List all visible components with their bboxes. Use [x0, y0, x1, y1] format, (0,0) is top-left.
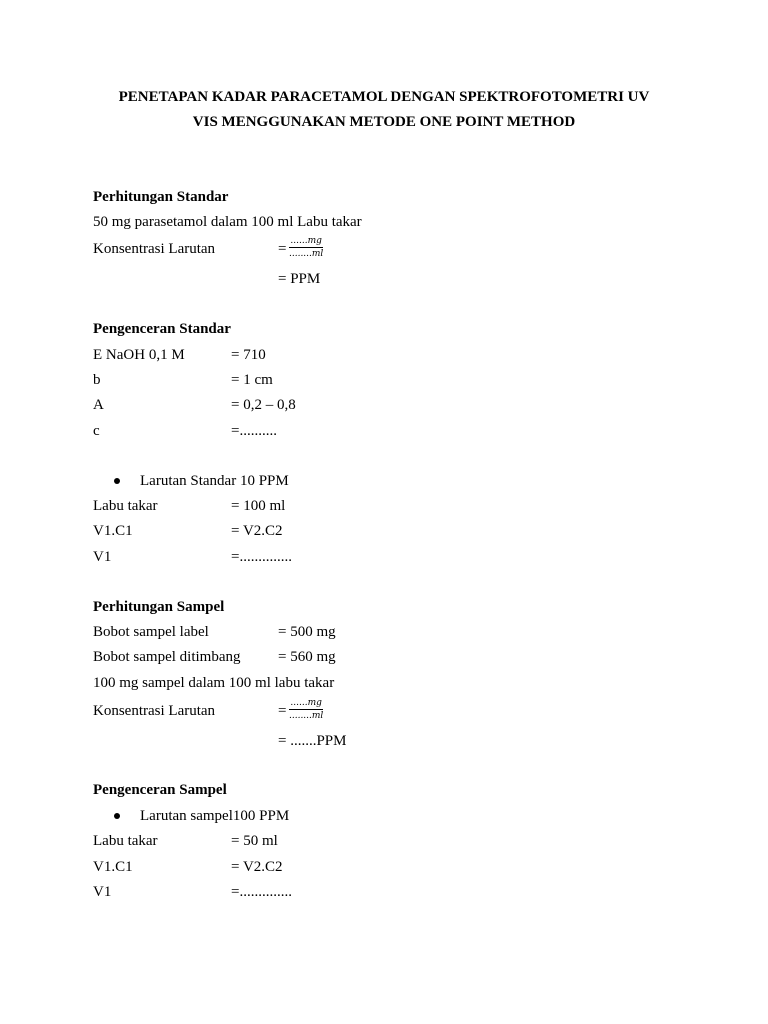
section-heading-pengenceran-sampel: Pengenceran Sampel: [93, 782, 227, 798]
sampel-fraction: [289, 698, 323, 721]
bullet-icon: [114, 813, 120, 819]
pengenceran-standar-row-label: V1: [93, 549, 112, 565]
section-heading-perhitungan-sampel: Perhitungan Sampel: [93, 599, 225, 615]
pengenceran-standar-row-value: = 0,2 – 0,8: [231, 397, 296, 413]
pengenceran-sampel-row-value: = 50 ml: [231, 833, 278, 849]
standar-fraction-denominator: ........ml: [289, 249, 324, 259]
bullet-larutan-sampel: Larutan sampel100 PPM: [140, 808, 290, 824]
pengenceran-standar-row-label: A: [93, 397, 104, 413]
standar-intro: 50 mg parasetamol dalam 100 ml Labu takar: [93, 214, 362, 230]
document-title-line-2: VIS MENGGUNAKAN METODE ONE POINT METHOD: [192, 114, 576, 130]
section-heading-pengenceran-standar: Pengenceran Standar: [93, 321, 231, 337]
pengenceran-standar-row-label: Labu takar: [93, 498, 158, 514]
pengenceran-standar-row-value: = 1 cm: [231, 372, 273, 388]
pengenceran-sampel-row-label: V1: [93, 884, 112, 900]
pengenceran-standar-row-value: =..........: [231, 423, 277, 439]
sampel-fraction-numerator: ......mg: [290, 698, 322, 708]
document-title-line-1: PENETAPAN KADAR PARACETAMOL DENGAN SPEKTROFOTOMETRI UV: [118, 89, 650, 105]
standar-equals-sign: =: [278, 241, 287, 257]
section-heading-perhitungan-standar: Perhitungan Standar: [93, 189, 229, 205]
sampel-equals-sign: =: [278, 703, 287, 719]
pengenceran-standar-row-label: c: [93, 423, 100, 439]
perhitungan-sampel-row-label: Bobot sampel ditimbang: [93, 649, 241, 665]
pengenceran-standar-row-label: b: [93, 372, 101, 388]
perhitungan-sampel-row-value: = 500 mg: [278, 624, 336, 640]
sampel-fraction-denominator: ........ml: [289, 711, 324, 721]
standar-result: = PPM: [278, 271, 321, 287]
pengenceran-sampel-row-label: Labu takar: [93, 833, 158, 849]
standar-konsentrasi-label: Konsentrasi Larutan: [93, 241, 216, 257]
bullet-icon: [114, 478, 120, 484]
pengenceran-standar-row-label: E NaOH 0,1 M: [93, 347, 185, 363]
sampel-intro: 100 mg sampel dalam 100 ml labu takar: [93, 675, 335, 691]
perhitungan-sampel-row-value: = 560 mg: [278, 649, 336, 665]
pengenceran-standar-row-value: =..............: [231, 549, 292, 565]
pengenceran-sampel-row-value: = V2.C2: [231, 859, 283, 875]
standar-fraction: [289, 236, 323, 259]
sampel-result: = .......PPM: [278, 733, 347, 749]
pengenceran-standar-row-label: V1.C1: [93, 523, 133, 539]
pengenceran-sampel-row-value: =..............: [231, 884, 292, 900]
bullet-larutan-standar: Larutan Standar 10 PPM: [140, 473, 289, 489]
standar-fraction-numerator: ......mg: [290, 236, 322, 246]
pengenceran-standar-row-value: = V2.C2: [231, 523, 283, 539]
pengenceran-standar-row-value: = 710: [231, 347, 266, 363]
pengenceran-standar-row-value: = 100 ml: [231, 498, 286, 514]
sampel-konsentrasi-label: Konsentrasi Larutan: [93, 703, 216, 719]
perhitungan-sampel-row-label: Bobot sampel label: [93, 624, 209, 640]
pengenceran-sampel-row-label: V1.C1: [93, 859, 133, 875]
